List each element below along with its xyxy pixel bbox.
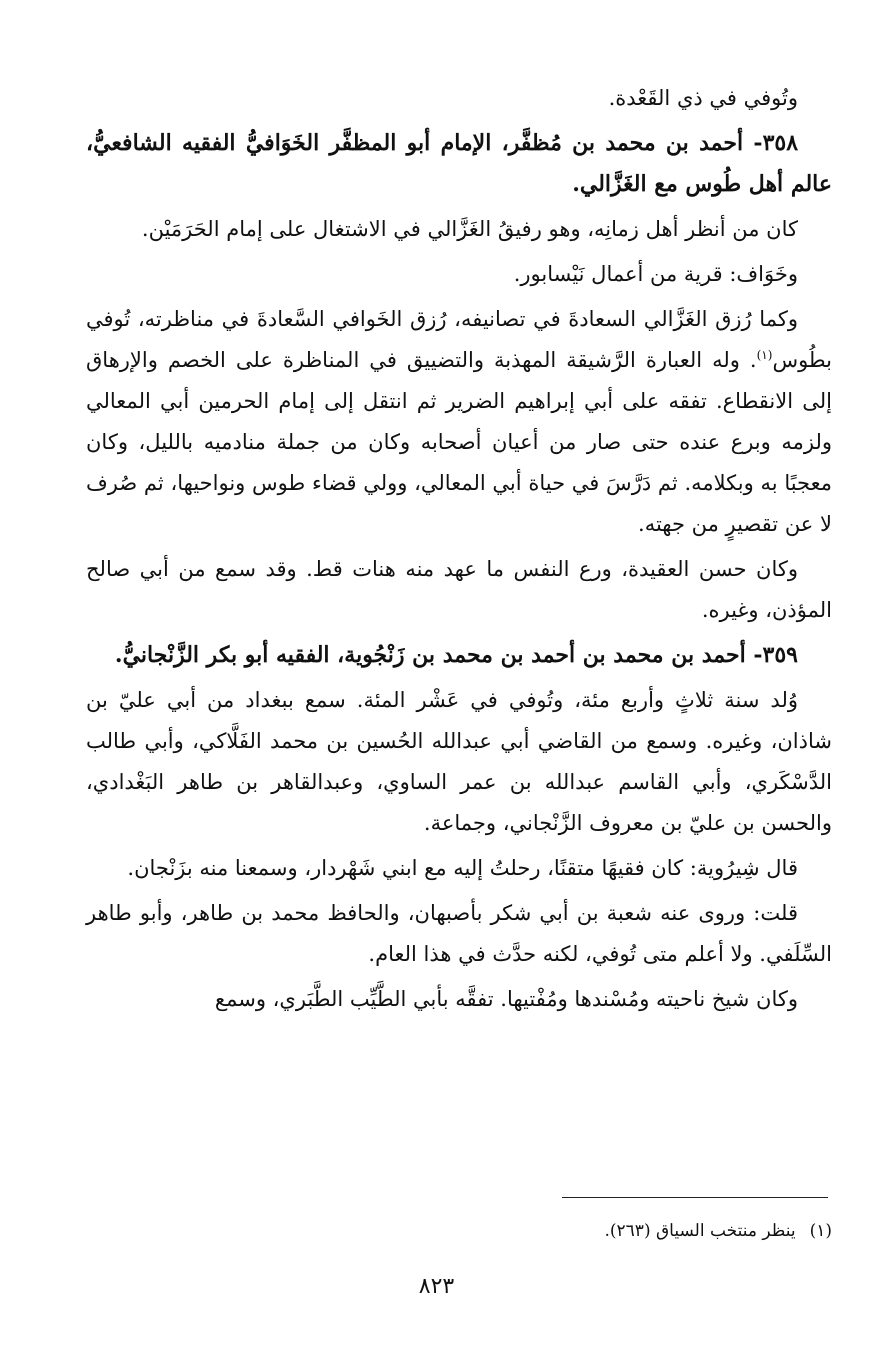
paragraph xyxy=(86,979,832,1020)
entry-heading-358 xyxy=(86,123,832,205)
paragraph xyxy=(86,893,832,975)
entry-number: ٣٥٩- xyxy=(753,642,798,668)
paragraph-text: كان من أنظر أهل زمانِه، وهو رفيقُ الغَزَّالي في الاشتغال على إمام الحَرَمَيْن. xyxy=(141,217,798,241)
footnote-mark: (١) xyxy=(809,1221,832,1241)
paragraph-text: وكان حسن العقيدة، ورع النفس ما عهد منه هنات قط. وقد سمع من أبي صالح المؤذن، وغيره. xyxy=(86,557,832,622)
paragraph xyxy=(86,549,832,631)
paragraph-text-after-ref: . وله العبارة الرَّشيقة المهذبة والتضييق في المناظرة على الخصم والإرهاق إلى الانقطاع. تفقه على أبي إبراهيم الضرير ثم انتقل إلى إمام الحرمين أبي المعالي ولزمه وبرع عنده حتى صار من أعيان أصحابه وكان من جملة منادميه بالليل، وكان معجبًا به وبكلامه. ثم دَرَّسَ في حياة أبي المعالي، وولي قضاء طوس ونواحيها، ثم صُرف لا عن تقصيرٍ من جهته. xyxy=(86,348,832,536)
paragraph xyxy=(86,209,832,250)
paragraph-text: وتُوفي في ذي القَعْدة. xyxy=(608,86,798,110)
entry-title: أحمد بن محمد بن أحمد بن محمد بن زَنْجُوية، الفقيه أبو بكر الزَّنْجانيُّ. xyxy=(114,642,746,668)
paragraph-text: وكان شيخ ناحيته ومُسْندها ومُفْتيها. تفقَّه بأبي الطَّيِّب الطَّبَري، وسمع xyxy=(214,987,798,1011)
paragraph-text-before-ref: وكما رُزق الغَزَّالي السعادةَ في تصانيفه، رُزق الخَوافي السَّعادةَ في مناظرته، تُوفي بطُوس xyxy=(86,307,832,372)
paragraph xyxy=(86,254,832,295)
paragraph-continuation xyxy=(86,78,832,119)
page-body xyxy=(86,78,832,1024)
entry-number: ٣٥٨- xyxy=(753,130,799,156)
entry-heading-359 xyxy=(86,635,832,676)
paragraph-with-footnote-ref xyxy=(86,299,832,545)
paragraph-text: وُلد سنة ثلاثٍ وأربع مئة، وتُوفي في عَشْر المئة. سمع ببغداد من أبي عليّ بن شاذان، وغيره. وسمع من القاضي أبي عبدالله الحُسين بن محمد الفَلَّاكي، وأبي طالب الدَّسْكَري، وأبي القاسم عبدالله بن عمر الساوي، وعبدالقاهر بن طاهر البَغْدادي، والحسن بن عليّ بن معروف الزَّنْجاني، وجماعة. xyxy=(86,688,832,835)
footnote-divider xyxy=(562,1197,828,1198)
paragraph-text: وخَوَاف: قرية من أعمال نَيْسابور. xyxy=(513,262,798,286)
footnote-reference[interactable]: (١) xyxy=(756,348,773,362)
entry-title: أحمد بن محمد بن مُظفَّر، الإمام أبو المظفَّر الخَوَافيُّ الفقيه الشافعيُّ، عالم أهل طُوس مع الغَزَّالي. xyxy=(86,130,832,197)
footnote xyxy=(604,1218,832,1244)
paragraph xyxy=(86,680,832,844)
paragraph-text: قال شِيرُوية: كان فقيهًا متقنًا، رحلتُ إليه مع ابني شَهْردار، وسمعنا منه بزَنْجان. xyxy=(127,856,798,880)
page-number: ٨٢٣ xyxy=(418,1274,455,1299)
paragraph-text: قلت: وروى عنه شعبة بن أبي شكر بأصبهان، والحافظ محمد بن طاهر، وأبو طاهر السِّلَفي. ولا أعلم متى تُوفي، لكنه حدَّث في هذا العام. xyxy=(86,901,832,966)
footnote-text: ينظر منتخب السياق (٢٦٣). xyxy=(604,1221,796,1241)
paragraph xyxy=(86,848,832,889)
